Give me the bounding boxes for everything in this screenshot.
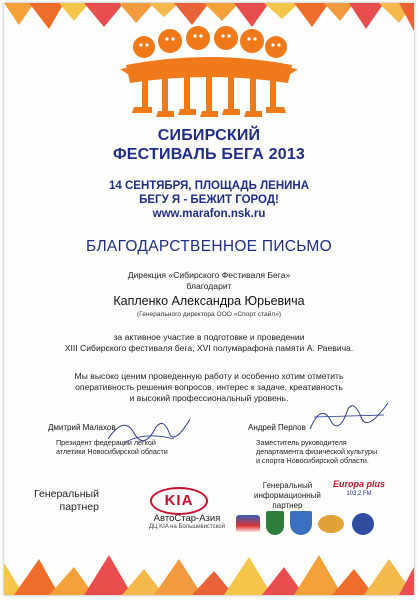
festival-mascot-logo bbox=[112, 21, 306, 119]
dealer-subtitle: ДЦ KIA на Большевистской bbox=[148, 524, 225, 530]
signature-right-scribble bbox=[304, 397, 394, 437]
signature-left-role1: Президент федерации легкой bbox=[56, 438, 156, 447]
general-partner-label bbox=[34, 488, 99, 514]
general-partner-line2: партнер bbox=[59, 501, 99, 513]
letter-title: БЛАГОДАРСТВЕННОЕ ПИСЬМО bbox=[85, 238, 332, 255]
festival-website: www.marafon.nsk.ru bbox=[152, 208, 266, 220]
signature-left-name: Дмитрий Малахов bbox=[48, 423, 116, 432]
info-partner-line2: информационный bbox=[254, 491, 321, 500]
body1-line1: за активное участие в подготовке и проведении bbox=[113, 332, 305, 342]
festival-title bbox=[4, 126, 414, 164]
body2-line1: Мы высоко ценим проведенную работу и особенно хотим отметить bbox=[74, 371, 344, 381]
festival-title-line1: СИБИРСКИЙ bbox=[157, 127, 261, 144]
info-partner-line1: Генеральный bbox=[262, 481, 313, 490]
sponsor-emblem-4 bbox=[318, 515, 344, 533]
info-partner-line3: партнер bbox=[272, 501, 303, 510]
sponsor-emblem-3 bbox=[290, 511, 312, 535]
festival-details bbox=[4, 179, 414, 221]
letter-from bbox=[4, 270, 414, 292]
info-partner-label bbox=[254, 481, 321, 511]
europa-plus-frequency: 103,2 FM bbox=[346, 491, 372, 497]
certificate-sheet bbox=[4, 3, 414, 595]
festival-slogan: БЕГУ Я - БЕЖИТ ГОРОД! bbox=[139, 194, 279, 206]
signature-right-role2: департамента физической культуры bbox=[256, 447, 378, 456]
signature-right-name: Андрей Перлов bbox=[248, 423, 306, 432]
sponsor-emblem-2 bbox=[266, 511, 284, 535]
dealer-name: АвтоСтар-Азия bbox=[153, 513, 221, 524]
kia-logo-text: KIA bbox=[164, 492, 194, 509]
recipient-name: Капленко Александра Юрьевича bbox=[113, 294, 305, 308]
letter-from-org: Дирекция «Сибирского Фестиваля Бега» bbox=[127, 270, 291, 280]
body2-line2: оперативность решения вопросов, интерес к задаче, креативность bbox=[75, 382, 343, 392]
europa-plus-logo bbox=[330, 479, 388, 509]
body2-line3: и высокий профессиональный уровень. bbox=[129, 393, 289, 403]
general-partner-line1: Генеральный bbox=[34, 488, 99, 500]
sponsor-emblem-1 bbox=[236, 515, 260, 533]
body1-line2: XIII Сибирского фестиваля бега, XVI полумарафона памяти А. Раевича. bbox=[64, 343, 354, 353]
letter-thanks-word: благодарит bbox=[186, 281, 232, 291]
festival-title-line2: ФЕСТИВАЛЬ БЕГА 2013 bbox=[112, 146, 306, 163]
signature-left-role2: атлетики Новосибирской области bbox=[56, 447, 168, 456]
letter-body-1 bbox=[4, 332, 414, 354]
sponsor-emblem-5 bbox=[352, 513, 374, 535]
kia-logo bbox=[150, 487, 208, 515]
europa-plus-text: Europa plus bbox=[332, 479, 385, 489]
signature-right-role3: и спорта Новосибирской области. bbox=[256, 456, 369, 465]
bottom-pattern-border bbox=[4, 553, 414, 595]
festival-date-place: 14 СЕНТЯБРЯ, ПЛОЩАДЬ ЛЕНИНА bbox=[108, 180, 309, 192]
signature-left-scribble bbox=[104, 409, 194, 449]
recipient-caption: (Генерального директора ООО «Спорт стайл») bbox=[136, 311, 282, 318]
signature-right-role1: Заместитель руководителя bbox=[256, 438, 347, 447]
